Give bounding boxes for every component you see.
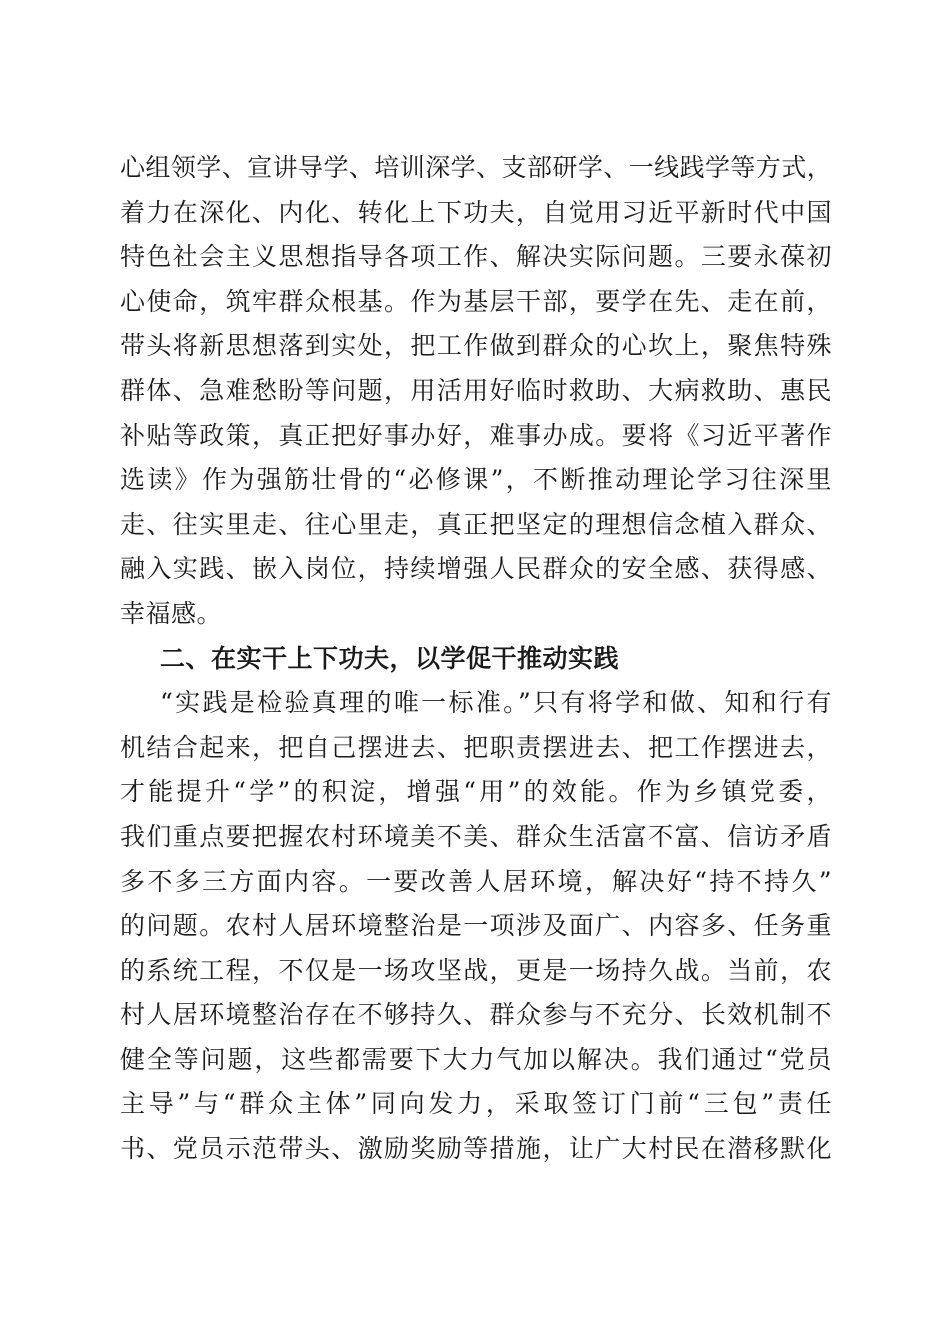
- body-line: 心使命，筑牢群众根基。作为基层干部，要学在先、走在前，: [120, 286, 832, 316]
- body-line: 选读》作为强筋壮骨的“必修课”，不断推动理论学习往深里: [120, 465, 832, 495]
- body-line: 群体、急难愁盼等问题，用活用好临时救助、大病救助、惠民: [120, 375, 832, 405]
- body-line: 带头将新思想落到实处，把工作做到群众的心坎上，聚焦特殊: [120, 331, 832, 361]
- body-line: 健全等问题，这些都需要下大力气加以解决。我们通过“党员: [120, 1044, 832, 1074]
- body-line: 的问题。农村人居环境整治是一项涉及面广、内容多、任务重: [120, 911, 832, 941]
- body-line: 机结合起来，把自己摆进去、把职责摆进去、把工作摆进去，: [120, 732, 832, 762]
- document-body: [120, 146, 832, 1172]
- body-line: 融入实践、嵌入岗位，持续增强人民群众的安全感、获得感、: [120, 554, 832, 584]
- body-line: 的系统工程，不仅是一场攻坚战，更是一场持久战。当前，农: [120, 955, 832, 985]
- body-line: 特色社会主义思想指导各项工作、解决实际问题。三要永葆初: [120, 242, 832, 272]
- body-line: 走、往实里走、往心里走，真正把坚定的理想信念植入群众、: [120, 509, 832, 539]
- body-line: 心组领学、宣讲导学、培训深学、支部研学、一线践学等方式，: [120, 153, 832, 182]
- body-line: 多不多三方面内容。一要改善人居环境，解决好“持不持久”: [120, 866, 832, 896]
- body-line: 幸福感。: [120, 598, 223, 628]
- body-line: 主导”与“群众主体”同向发力，采取签订门前“三包”责任: [120, 1089, 832, 1119]
- section-heading: 二、在实干上下功夫，以学促干推动实践: [160, 643, 620, 673]
- body-line: “实践是检验真理的唯一标准。”只有将学和做、知和行有: [160, 688, 832, 718]
- body-line: 村人居环境整治存在不够持久、群众参与不充分、长效机制不: [120, 1000, 832, 1030]
- body-line: 我们重点要把握农村环境美不美、群众生活富不富、信访矛盾: [120, 821, 832, 851]
- body-line: 着力在深化、内化、转化上下功夫，自觉用习近平新时代中国: [120, 197, 832, 227]
- body-line: 书、党员示范带头、激励奖励等措施，让广大村民在潜移默化: [120, 1134, 832, 1164]
- body-line: 补贴等政策，真正把好事办好，难事办成。要将《习近平著作: [120, 420, 832, 450]
- body-line: 才能提升“学”的积淀，增强“用”的效能。作为乡镇党委，: [120, 777, 832, 807]
